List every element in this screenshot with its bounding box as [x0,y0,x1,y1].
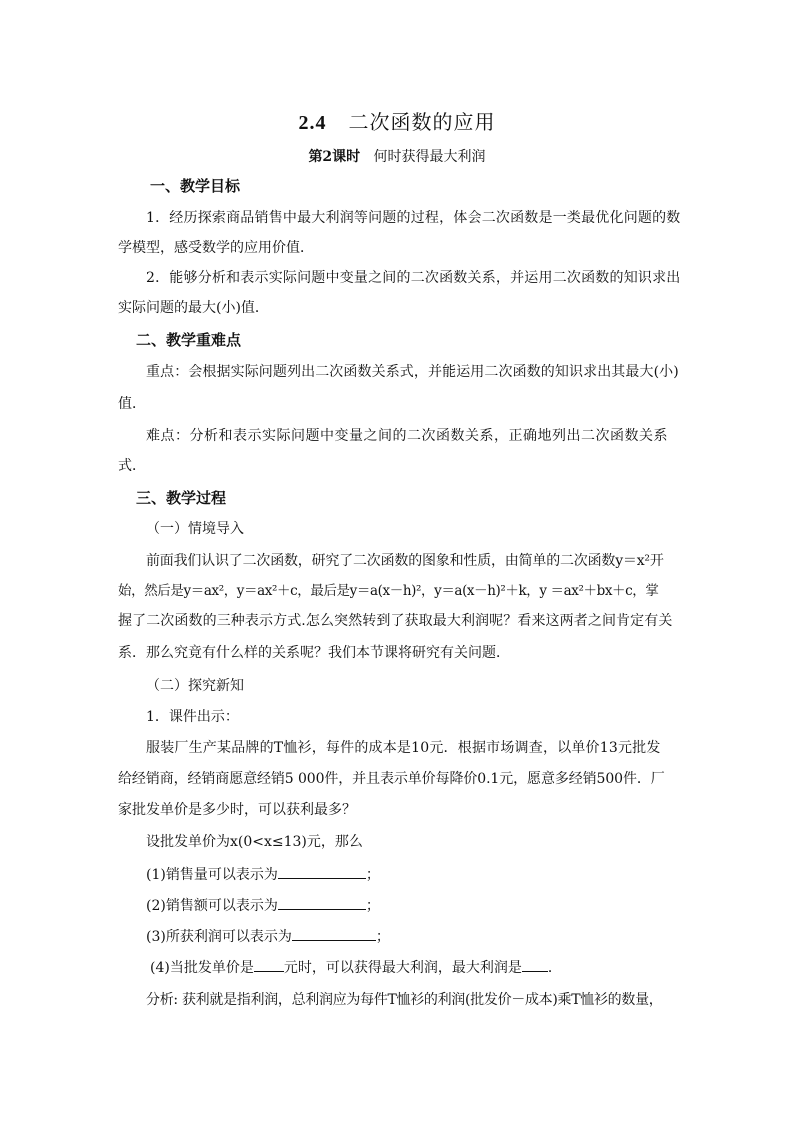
section-heading-key: 二、教学重难点 [136,331,242,349]
goal-1-line-1: 1．经历探索商品销售中最大利润等问题的过程，体会二次函数是一类最优化问题的数 [146,210,681,226]
lesson-title: 何时获得最大利润 [373,149,486,165]
courseware-label: 1．课件出示： [146,709,239,725]
question-3-end: ； [375,929,390,945]
question-4-text-a: (4)当批发单价是 [150,960,254,976]
page-title [0,106,794,135]
goal-1-line-2: 学模型，感受数学的应用价值． [118,240,314,256]
answer-blank-1 [278,864,366,879]
question-3 [146,926,686,947]
subsection-intro: （一）情境导入 [146,521,244,537]
page-subtitle [0,146,794,166]
question-1 [146,864,686,885]
key-point-line-2: 值． [118,396,146,412]
answer-blank-2 [278,895,366,910]
lesson-number: 第2课时 [308,149,361,165]
question-1-end: ； [365,867,380,883]
question-2-end: ； [365,898,380,914]
analysis-line: 分析: 获利就是指利润，总利润应为每件T恤衫的利润(批发价－成本)乘T恤衫的数量， [146,992,663,1008]
subsection-explore: （二）探究新知 [146,678,244,694]
difficulty-line-1: 难点：分析和表示实际问题中变量之间的二次函数关系，正确地列出二次函数关系 [146,428,668,444]
problem-line-3: 家批发单价是多少时，可以获利最多？ [118,802,356,818]
question-4-end: ． [547,960,562,976]
difficulty-line-2: 式． [118,458,146,474]
section-heading-goals: 一、教学目标 [150,177,241,195]
question-2 [146,895,686,916]
intro-line-1: 前面我们认识了二次函数，研究了二次函数的图象和性质，由简单的二次函数y＝x²开 [146,553,664,569]
question-4 [150,957,690,978]
set-variable-line: 设批发单价为x(0<x≤13)元，那么 [146,834,363,850]
question-4-text-b: 元时，可以获得最大利润，最大利润是 [283,960,522,976]
goal-2-line-2: 实际问题的最大(小)值． [118,300,269,316]
question-2-text: (2)销售额可以表示为 [146,898,278,914]
title-text: 二次函数的应用 [348,110,496,134]
question-1-text: (1)销售量可以表示为 [146,867,278,883]
intro-line-4: 系．那么究竟有什么样的关系呢？我们本节课将研究有关问题． [118,645,510,661]
question-3-text: (3)所获利润可以表示为 [146,929,292,945]
goal-2-line-1: 2．能够分析和表示实际问题中变量之间的二次函数关系，并运用二次函数的知识求出 [146,270,681,286]
intro-line-2: 始，然后是y＝ax²，y＝ax²＋c，最后是y＝a(x－h)²，y＝a(x－h)²＋k，y ＝ax²＋bx＋c，掌 [118,583,659,599]
problem-line-1: 服装厂生产某品牌的T恤衫，每件的成本是10元．根据市场调查，以单价13元批发 [146,740,661,756]
answer-blank-3 [292,926,376,941]
section-heading-process: 三、教学过程 [136,489,227,507]
answer-blank-5 [522,957,548,972]
title-number: 2.4 [298,112,327,134]
key-point-line-1: 重点：会根据实际问题列出二次函数关系式，并能运用二次函数的知识求出其最大(小) [146,364,679,380]
problem-line-2: 给经销商，经销商愿意经销5 000件，并且表示单价每降价0.1元，愿意多经销500件．厂 [118,771,665,787]
intro-line-3: 握了二次函数的三种表示方式.怎么突然转到了获取最大利润呢？看来这两者之间肯定有关 [118,613,673,629]
answer-blank-4 [254,957,284,972]
